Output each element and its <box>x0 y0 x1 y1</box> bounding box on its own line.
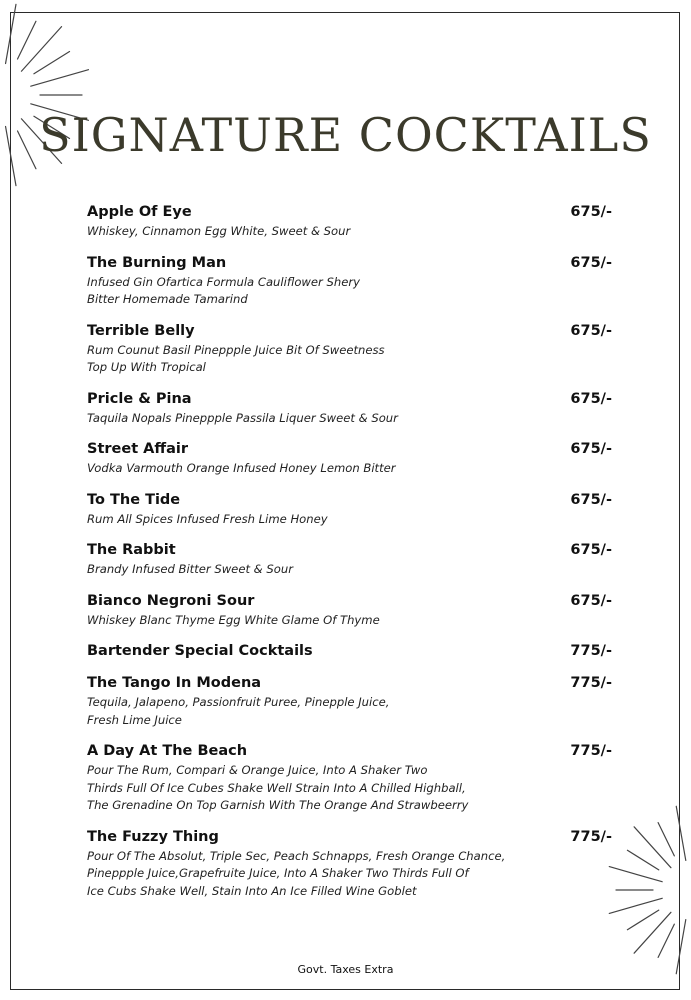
menu-item <box>87 674 612 729</box>
item-description: Whiskey, Cinnamon Egg White, Sweet & Sour <box>87 224 351 238</box>
menu-item <box>87 254 612 309</box>
item-name: Bianco Negroni Sour <box>87 592 255 609</box>
menu-item <box>87 592 612 630</box>
item-description: Whiskey Blanc Thyme Egg White Glame Of Thyme <box>87 612 380 627</box>
item-name: The Burning Man <box>87 254 227 271</box>
item-price: 675/- <box>570 254 612 271</box>
item-description: Brandy Infused Bitter Sweet & Sour <box>87 562 293 576</box>
item-description: Vodka Varmouth Orange Infused Honey Lemon Bitter <box>87 461 396 475</box>
item-name: A Day At The Beach <box>87 743 248 759</box>
item-price: 775/- <box>570 675 612 691</box>
item-price: 675/- <box>570 322 612 339</box>
item-name: To The Tide <box>87 491 181 508</box>
menu-item <box>87 742 612 815</box>
item-name: Pricle & Pina <box>87 390 192 407</box>
item-price: 675/- <box>570 441 612 457</box>
sunburst-top-left-decoration <box>0 0 100 200</box>
item-description: Rum All Spices Infused Fresh Lime Honey <box>87 511 328 526</box>
menu-item <box>87 390 612 428</box>
item-name: Terrible Belly <box>87 322 195 339</box>
item-price: 675/- <box>570 204 612 220</box>
item-name: The Tango In Modena <box>87 675 262 691</box>
item-price: 675/- <box>570 491 612 508</box>
item-name: Street Affair <box>87 441 189 457</box>
menu-item <box>87 541 612 579</box>
item-price: 775/- <box>570 828 612 845</box>
menu-item <box>87 440 612 478</box>
cocktail-menu-list <box>87 203 612 913</box>
menu-item <box>87 642 612 661</box>
item-name: Bartender Special Cocktails <box>87 643 313 659</box>
item-description: Taquila Nopals Pineppple Passila Liquer Sweet & Sour <box>87 410 398 425</box>
item-description: Pour Of The Absolut, Triple Sec, Peach Schnapps, Fresh Orange Chance, Pineppple Juice,Grapefruite Juice, Into A Shaker Two Thirds Full Of Ice Cubs Shake Well, Stain Into An Ice Filled Wine Goblet <box>87 848 506 898</box>
menu-item <box>87 491 612 529</box>
menu-item <box>87 322 612 377</box>
item-price: 675/- <box>570 390 612 407</box>
menu-title: SIGNATURE COCKTAILS <box>39 108 652 162</box>
item-price: 775/- <box>570 643 612 659</box>
menu-item <box>87 828 612 901</box>
item-description: Rum Counut Basil Pineppple Juice Bit Of Sweetness Top Up With Tropical <box>87 342 385 374</box>
taxes-note: Govt. Taxes Extra <box>297 963 394 976</box>
menu-item <box>87 203 612 241</box>
item-description: Infused Gin Ofartica Formula Cauliflower Shery Bitter Homemade Tamarind <box>87 274 360 306</box>
item-name: Apple Of Eye <box>87 204 192 220</box>
item-name: The Rabbit <box>87 542 176 558</box>
item-name: The Fuzzy Thing <box>87 828 219 845</box>
item-price: 775/- <box>570 743 612 759</box>
item-price: 675/- <box>570 542 612 558</box>
item-price: 675/- <box>570 592 612 609</box>
item-description: Tequila, Jalapeno, Passionfruit Puree, Pinepple Juice, Fresh Lime Juice <box>87 695 390 727</box>
item-description: Pour The Rum, Compari & Orange Juice, Into A Shaker Two Thirds Full Of Ice Cubes Shake Well Strain Into A Chilled Highball, The Grenadine On Top Garnish With The Orange And Strawbeerry <box>87 763 469 812</box>
